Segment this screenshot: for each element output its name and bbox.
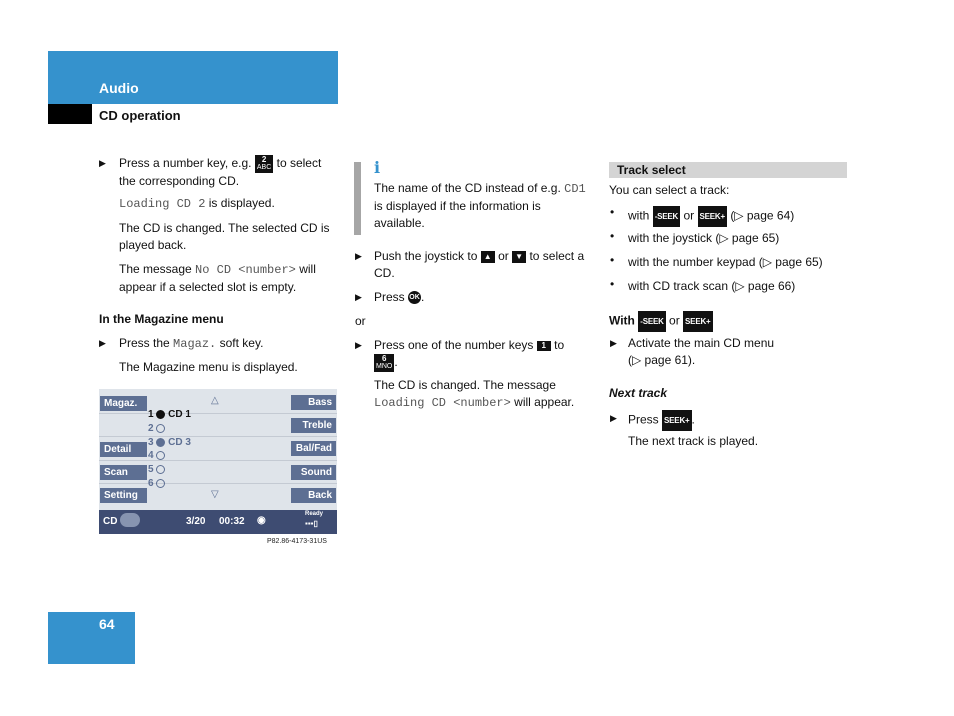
step-press-seek: Press SEEK+ .	[628, 410, 695, 431]
detail-softkey[interactable]: Detail	[100, 442, 147, 457]
disc-empty-icon	[156, 479, 165, 488]
status-track: 3/20	[186, 516, 206, 527]
track-select-bar	[609, 162, 847, 178]
text: will appear if a selected slot is empty.	[119, 262, 316, 294]
disc-empty-icon	[156, 451, 165, 460]
next-track-heading: Next track	[609, 386, 668, 400]
text-result	[374, 377, 594, 412]
step-press-ok: Press OK.	[374, 290, 425, 304]
ok-button-icon: OK	[408, 291, 421, 304]
text: The next track is played.	[628, 434, 759, 448]
step-text: Press a number key, e.g.	[119, 156, 252, 171]
text: Activate the main CD menu	[628, 336, 775, 350]
disc-loaded-icon	[156, 438, 165, 447]
status-disc-icon: ◉	[257, 515, 266, 526]
display-code: Loading CD 2	[119, 197, 206, 211]
divider	[99, 460, 337, 461]
text: is displayed.	[208, 196, 275, 210]
disc-empty-icon	[156, 465, 165, 474]
info-icon: i	[374, 158, 381, 177]
text: Push the joystick to	[374, 249, 478, 263]
disc-loaded-icon	[156, 410, 165, 419]
header-band	[48, 51, 338, 104]
display-code: Loading CD <number>	[374, 396, 511, 410]
magaz-softkey[interactable]: Magaz.	[100, 396, 147, 411]
text: The CD is changed. The message	[374, 378, 556, 392]
step-number-keys: Press one of the number keys 1 to 6 MNO .	[374, 338, 565, 370]
slot-3[interactable]	[148, 437, 191, 448]
text: Press	[628, 412, 659, 427]
scan-softkey[interactable]: Scan	[100, 465, 147, 480]
slot-cd-name: CD 3	[168, 437, 191, 448]
display-code: No CD <number>	[195, 263, 296, 277]
text: or	[498, 249, 509, 263]
list-item: with the joystick (▷ page 65)	[628, 231, 780, 245]
text: to select a CD.	[374, 249, 585, 280]
cd-disc-icon	[120, 513, 140, 527]
joystick-down-icon: ▼	[512, 251, 526, 263]
text: The CD is changed. The selected CD is played back.	[119, 221, 330, 252]
section-title: Audio	[99, 80, 139, 96]
list-item: with CD track scan (▷ page 66)	[628, 279, 796, 293]
text: or	[683, 208, 695, 223]
joystick-up-icon: ▲	[481, 251, 495, 263]
seek-minus-icon: -SEEK	[638, 311, 665, 332]
page-number: 64	[99, 616, 115, 632]
text: The message	[119, 262, 192, 276]
text: The name of the CD instead of e.g.	[374, 181, 561, 195]
sound-softkey[interactable]: Sound	[291, 465, 336, 480]
status-ready: Ready	[305, 511, 324, 517]
divider	[99, 413, 337, 414]
cd-magazine-screen	[99, 389, 337, 534]
text: soft key.	[219, 336, 264, 350]
bullet-dot: •	[610, 277, 615, 291]
subsection-title: CD operation	[99, 108, 181, 123]
track-select-title: Track select	[617, 163, 686, 177]
setting-softkey[interactable]: Setting	[100, 488, 147, 503]
text: You can select a track:	[609, 183, 730, 197]
slot-number: 6	[148, 478, 154, 489]
text: or	[355, 314, 366, 328]
text: (▷ page 64)	[730, 208, 795, 223]
bass-softkey[interactable]: Bass	[291, 395, 336, 410]
seek-plus-icon: SEEK+	[698, 206, 727, 227]
text: to	[554, 338, 565, 352]
slot-4[interactable]	[148, 450, 165, 461]
page-number-block	[48, 612, 135, 664]
text: (▷ page 61).	[628, 353, 696, 367]
slot-number: 3	[148, 437, 154, 448]
text: Press the	[119, 336, 170, 350]
treble-softkey[interactable]: Treble	[291, 418, 336, 433]
with-seek-heading	[609, 311, 713, 332]
back-softkey[interactable]: Back	[291, 488, 336, 503]
step-joystick	[374, 248, 586, 282]
magazine-heading: In the Magazine menu	[99, 312, 224, 326]
bullet-dot: •	[610, 253, 615, 267]
text: will appear.	[514, 395, 575, 409]
display-code: CD1	[564, 182, 586, 196]
bullet-arrow-icon: ▶	[99, 338, 106, 348]
text: With	[609, 313, 635, 328]
bullet-dot: •	[610, 205, 615, 219]
status-bar	[99, 510, 337, 534]
divider	[99, 436, 337, 437]
text: Press one of the number keys	[374, 338, 534, 352]
step-text: to select the corresponding CD.	[119, 156, 322, 188]
bullet-arrow-icon: ▶	[610, 338, 617, 348]
key-1-icon: 1	[537, 341, 551, 351]
text: The Magazine menu is displayed.	[119, 360, 298, 374]
slot-1[interactable]	[148, 409, 191, 420]
list-item: with the number keypad (▷ page 65)	[628, 255, 823, 269]
note-text	[374, 180, 594, 232]
bullet-arrow-icon: ▶	[99, 158, 106, 168]
slot-2[interactable]	[148, 423, 165, 434]
scroll-down-icon[interactable]: ▽	[211, 489, 219, 500]
slot-number: 4	[148, 450, 154, 461]
divider	[99, 483, 337, 484]
figure-caption: P82.86-4173-31US	[267, 538, 327, 545]
status-source: CD	[103, 516, 118, 527]
list-item	[628, 206, 794, 227]
note-bar	[354, 162, 361, 235]
slot-cd-name: CD 1	[168, 409, 191, 420]
slot-number: 2	[148, 423, 154, 434]
slot-number: 1	[148, 409, 154, 420]
seek-plus-icon: SEEK+	[662, 410, 691, 431]
disc-empty-icon	[156, 424, 165, 433]
bullet-arrow-icon: ▶	[610, 413, 617, 423]
slot-number: 5	[148, 464, 154, 475]
seek-plus-icon: SEEK+	[683, 311, 712, 332]
display-code: Magaz.	[173, 337, 217, 351]
text: is displayed if the information is available.	[374, 199, 541, 230]
seek-minus-icon: -SEEK	[653, 206, 680, 227]
bullet-arrow-icon: ▶	[355, 251, 362, 261]
header-black-tab	[48, 104, 92, 124]
slot-6[interactable]	[148, 478, 165, 489]
signal-icon: ▪▪▪▯	[305, 519, 318, 528]
text: with	[628, 208, 650, 223]
key-6-icon: 6 MNO	[376, 354, 393, 370]
bullet-arrow-icon: ▶	[355, 340, 362, 350]
text: Press	[374, 290, 405, 304]
scroll-up-icon[interactable]: △	[211, 395, 219, 406]
status-time: 00:32	[219, 516, 245, 527]
bullet-arrow-icon: ▶	[355, 292, 362, 302]
bullet-dot: •	[610, 229, 615, 243]
key-2-icon: 2 ABC	[256, 155, 272, 171]
balfad-softkey[interactable]: Bal/Fad	[291, 441, 336, 456]
slot-5[interactable]	[148, 464, 165, 475]
text: or	[669, 313, 680, 328]
